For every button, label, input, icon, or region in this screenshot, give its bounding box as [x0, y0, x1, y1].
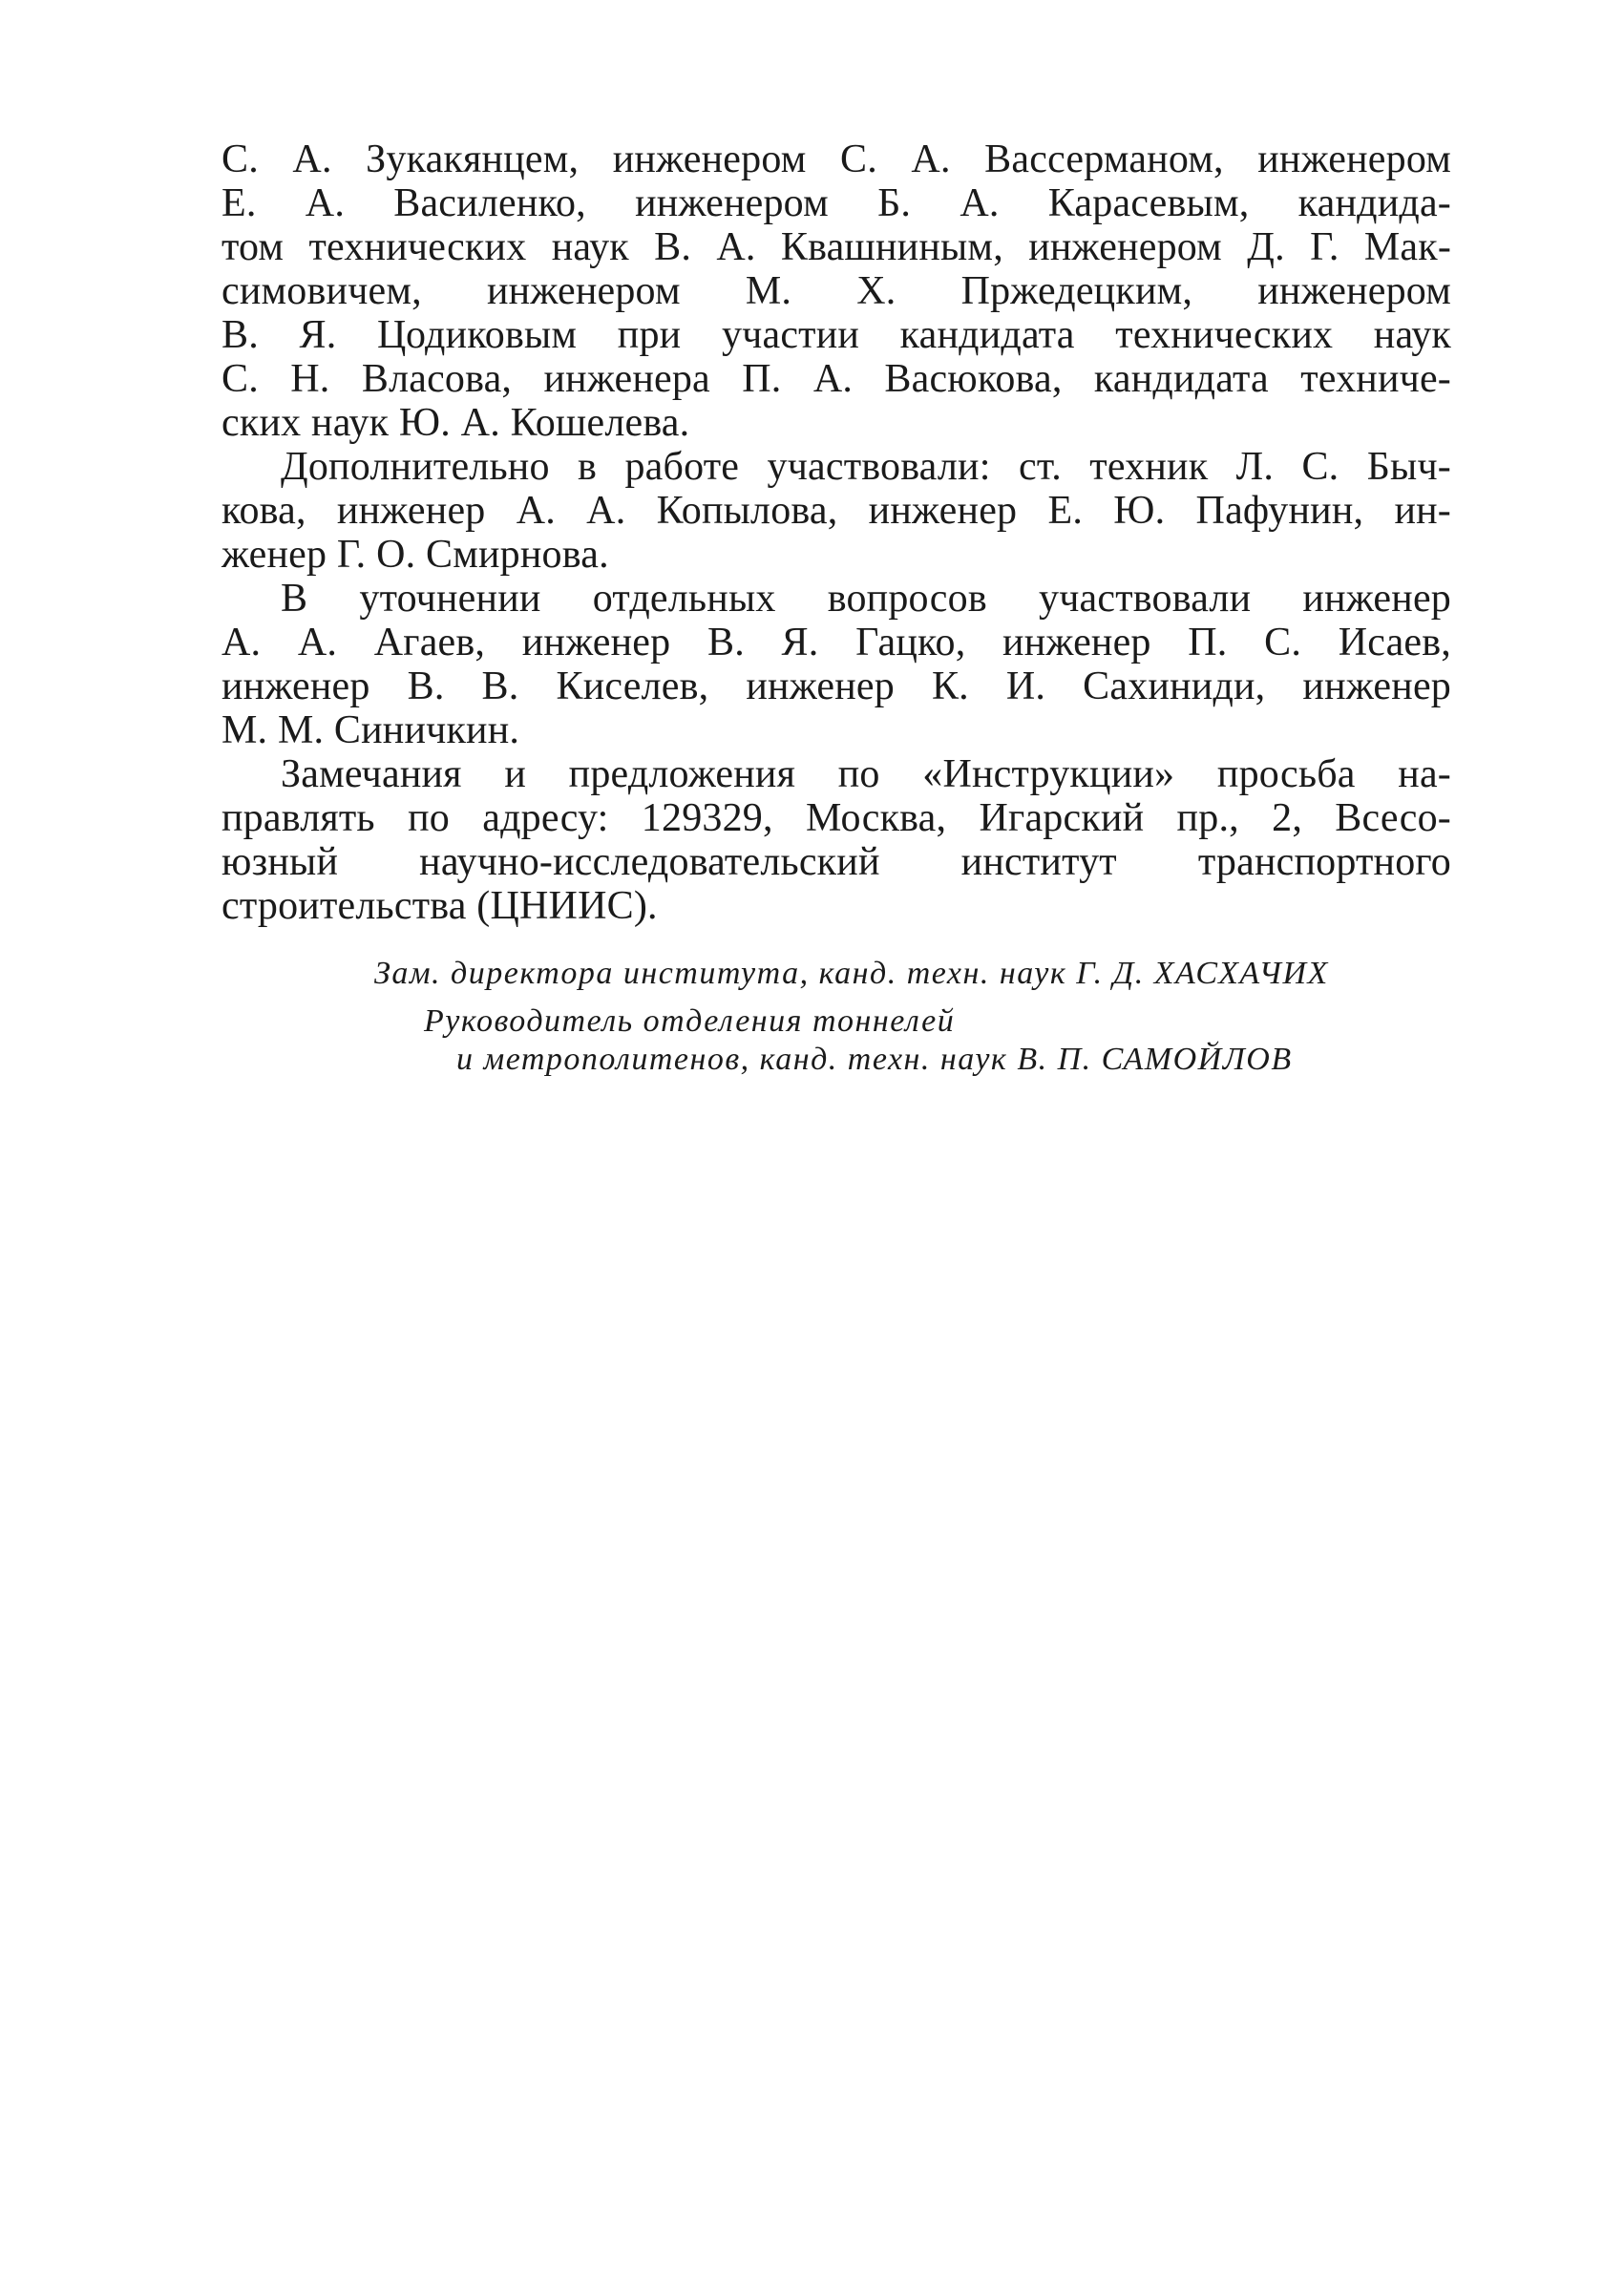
- paragraph-1-line-2: Е. А. Василенко, инженером Б. А. Карасевым, кандида-: [221, 181, 1451, 225]
- paragraph-1-line-5: В. Я. Цодиковым при участии кандидата технических наук: [221, 313, 1451, 357]
- paragraph-1-line-4: симовичем, инженером М. Х. Пржедецким, инженером: [221, 269, 1451, 313]
- paragraph-3-line-1: В уточнении отдельных вопросов участвовали инженер: [281, 577, 1451, 621]
- paragraph-3-line-4: М. М. Синичкин.: [221, 708, 520, 752]
- paragraph-3-line-3: инженер В. В. Киселев, инженер К. И. Сахиниди, инженер: [221, 664, 1451, 708]
- paragraph-1-line-3: том технических наук В. А. Квашниным, инженером Д. Г. Мак-: [221, 225, 1451, 269]
- paragraph-4-line-2: правлять по адресу: 129329, Москва, Игарский пр., 2, Всесо-: [221, 796, 1451, 840]
- paragraph-1-line-1: С. А. Зукакянцем, инженером С. А. Вассерманом, инженером: [221, 137, 1451, 181]
- paragraph-2-line-1: Дополнительно в работе участвовали: ст. техник Л. С. Быч-: [281, 445, 1451, 489]
- paragraph-4-line-1: Замечания и предложения по «Инструкции» просьба на-: [281, 752, 1451, 796]
- paragraph-3-line-2: А. А. Агаев, инженер В. Я. Гацко, инженер П. С. Исаев,: [221, 621, 1451, 664]
- paragraph-1-line-7: ских наук Ю. А. Кошелева.: [221, 401, 690, 445]
- paragraph-4-line-3: юзный научно-исследовательский институт транспортного: [221, 840, 1451, 884]
- signature-head-title: Руководитель отделения тоннелей: [424, 1003, 956, 1039]
- paragraph-4-line-4: строительства (ЦНИИС).: [221, 884, 658, 928]
- paragraph-1-line-6: С. Н. Власова, инженера П. А. Васюкова, кандидата техниче-: [221, 357, 1451, 401]
- signature-deputy-director: Зам. директора института, канд. техн. наук Г. Д. ХАСХАЧИХ: [374, 956, 1329, 991]
- paragraph-2-line-2: кова, инженер А. А. Копылова, инженер Е. Ю. Пафунин, ин-: [221, 489, 1451, 533]
- signature-head-name: и метрополитенов, канд. техн. наук В. П. САМОЙЛОВ: [456, 1042, 1293, 1077]
- paragraph-2-line-3: женер Г. О. Смирнова.: [221, 533, 609, 577]
